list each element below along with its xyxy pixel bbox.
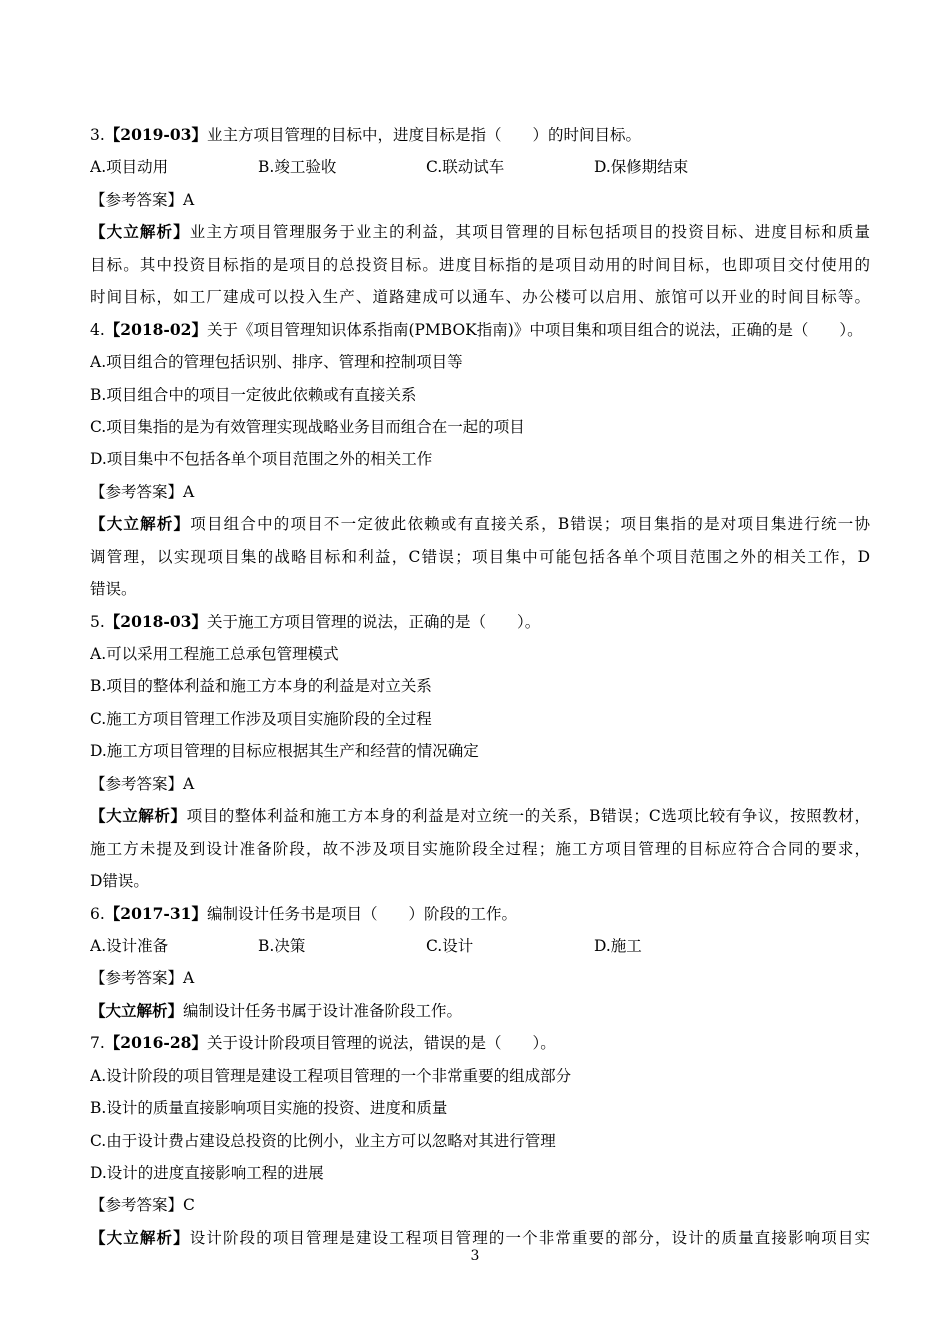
question-6-stem	[90, 898, 870, 930]
answer-label: 【参考答案】	[90, 482, 184, 501]
answer-value: A	[183, 969, 195, 988]
answer-label: 【参考答案】	[90, 774, 184, 793]
question-source-tag: 【2018-02】	[104, 319, 207, 339]
option-a: A.设计准备	[90, 936, 169, 955]
question-3-analysis-line-1	[90, 216, 870, 248]
question-source-tag: 【2019-03】	[104, 125, 207, 144]
option-c: C.联动试车	[426, 158, 505, 177]
question-4-stem	[90, 314, 870, 346]
question-5-option-a: A.可以采用工程施工总承包管理模式	[90, 645, 339, 663]
question-7-option-c: C.由于设计费占建设总投资的比例小，业主方可以忽略对其进行管理	[90, 1131, 556, 1150]
page-content	[90, 119, 870, 1254]
question-text: 编制设计任务书是项目（ ）阶段的工作。	[206, 904, 517, 923]
answer-label: 【参考答案】	[90, 1196, 184, 1215]
question-7-answer	[90, 1189, 870, 1221]
question-4-option-d: D.项目集中不包括各单个项目范围之外的相关工作	[90, 450, 433, 469]
question-5-analysis-line-1	[90, 800, 870, 832]
question-3-analysis-line-3: 时间目标，如工厂建成可以投入生产、道路建成可以通车、办公楼可以启用、旅馆可以开业的时间目标等。	[90, 288, 870, 307]
question-number: 5.	[90, 612, 105, 631]
question-4-analysis-line-2: 调管理，以实现项目集的战略目标和利益，C错误；项目集中可能包括各单个项目范围之外的相关工作，D	[90, 547, 870, 566]
answer-value: A	[183, 190, 195, 209]
question-5-option-b: B.项目的整体利益和施工方本身的利益是对立关系	[90, 677, 432, 696]
option-d: D.施工	[594, 936, 642, 955]
question-text: 关于施工方项目管理的说法，正确的是（ ）。	[206, 612, 541, 631]
page-number: 3	[470, 1248, 480, 1264]
question-3-answer	[90, 184, 870, 216]
option-b: B.决策	[258, 936, 306, 955]
analysis-label: 【大立解析】	[90, 1000, 184, 1020]
option-b: B.竣工验收	[258, 158, 337, 177]
question-5-analysis-line-3: D错误。	[90, 872, 149, 891]
option-a: A.项目动用	[90, 158, 169, 177]
question-7-stem	[90, 1027, 870, 1059]
question-number: 3.	[90, 126, 105, 144]
question-source-tag: 【2018-03】	[104, 611, 207, 631]
question-7-option-d: D.设计的进度直接影响工程的进展	[90, 1164, 324, 1182]
question-7-option-a: A.设计阶段的项目管理是建设工程项目管理的一个非常重要的组成部分	[90, 1066, 572, 1085]
question-6-answer	[90, 962, 870, 994]
question-source-tag: 【2016-28】	[104, 1033, 207, 1053]
analysis-text: 业主方项目管理服务于业主的利益，其项目管理的目标包括项目的投资目标、进度目标和质量	[189, 223, 870, 242]
option-c: C.设计	[426, 936, 474, 955]
question-text: 关于《项目管理知识体系指南(PMBOK指南)》中项目集和项目组合的说法，正确的是（ ）。	[206, 320, 863, 339]
question-6-options	[90, 930, 870, 962]
question-4-analysis-line-1	[90, 508, 870, 540]
question-3-analysis-line-2: 目标。其中投资目标指的是项目的总投资目标。进度目标指的是项目动用的时间目标，也即项目交付使用的	[90, 255, 870, 274]
question-number: 4.	[90, 320, 105, 339]
analysis-text: 编制设计任务书属于设计准备阶段工作。	[183, 1001, 463, 1020]
analysis-label: 【大立解析】	[90, 806, 187, 826]
analysis-text: 项目组合中的项目不一定彼此依赖或有直接关系，B错误；项目集指的是对项目集进行统一协	[190, 515, 870, 534]
analysis-label: 【大立解析】	[90, 514, 191, 534]
question-3-options	[90, 151, 870, 183]
analysis-text: 设计阶段的项目管理是建设工程项目管理的一个非常重要的部分，设计的质量直接影响项目实	[189, 1228, 870, 1247]
question-4-answer	[90, 476, 870, 508]
question-4-analysis-line-3: 错误。	[90, 580, 137, 599]
answer-label: 【参考答案】	[90, 969, 184, 988]
question-number: 6.	[90, 904, 105, 923]
answer-value: A	[183, 482, 195, 501]
answer-value: C	[183, 1196, 195, 1215]
question-4-option-b: B.项目组合中的项目一定彼此依赖或有直接关系	[90, 385, 417, 404]
analysis-text: 项目的整体利益和施工方本身的利益是对立统一的关系，B错误；C选项比较有争议，按照教材，	[186, 807, 870, 826]
question-number: 7.	[90, 1034, 105, 1053]
question-5-analysis-line-2: 施工方未提及到设计准备阶段，故不涉及项目实施阶段全过程；施工方项目管理的目标应符合合同的要求，	[90, 839, 870, 858]
question-5-option-c: C.施工方项目管理工作涉及项目实施阶段的全过程	[90, 709, 432, 728]
question-source-tag: 【2017-31】	[104, 903, 207, 923]
question-text: 业主方项目管理的目标中，进度目标是指（ ）的时间目标。	[206, 126, 641, 144]
question-5-stem	[90, 606, 870, 638]
question-5-option-d: D.施工方项目管理的目标应根据其生产和经营的情况确定	[90, 742, 479, 761]
question-text: 关于设计阶段项目管理的说法，错误的是（ ）。	[206, 1034, 556, 1053]
option-d: D.保修期结束	[594, 158, 689, 177]
question-7-option-b: B.设计的质量直接影响项目实施的投资、进度和质量	[90, 1099, 448, 1118]
question-3-stem	[90, 119, 870, 151]
question-5-answer	[90, 768, 870, 800]
question-6-analysis-line-1	[90, 995, 870, 1027]
answer-value: A	[183, 774, 195, 793]
analysis-label: 【大立解析】	[90, 222, 190, 242]
analysis-label: 【大立解析】	[90, 1227, 190, 1247]
question-4-option-c: C.项目集指的是为有效管理实现战略业务目而组合在一起的项目	[90, 417, 525, 436]
answer-label: 【参考答案】	[90, 190, 184, 209]
question-4-option-a: A.项目组合的管理包括识别、排序、管理和控制项目等	[90, 353, 463, 372]
